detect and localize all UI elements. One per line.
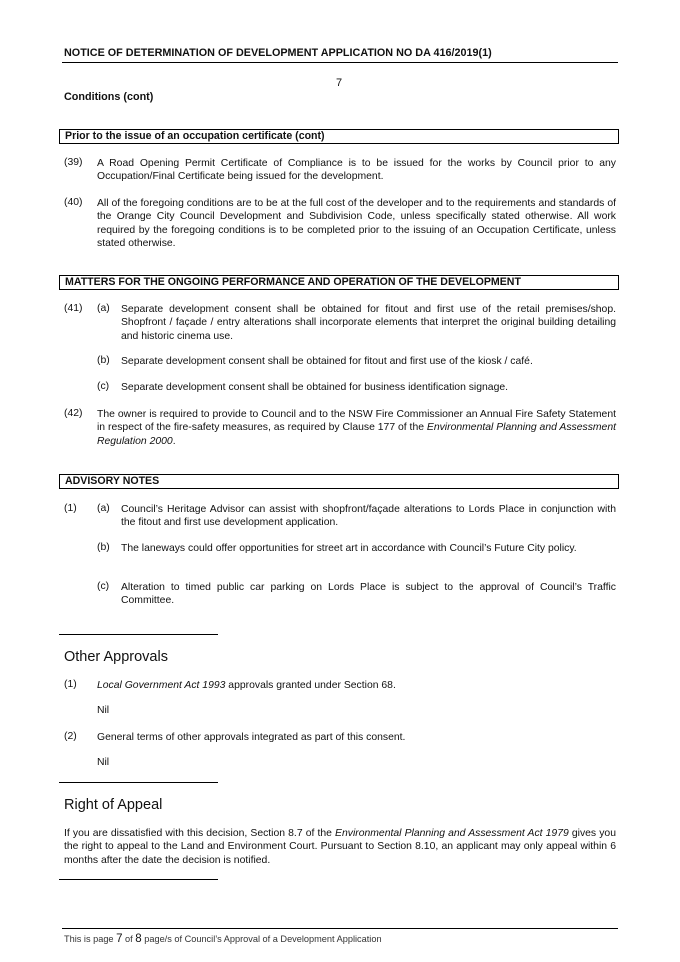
approval-text — [97, 679, 616, 692]
sub-text: The laneways could offer opportunities for street art in accordance with Council’s Future City policy. — [121, 543, 577, 554]
approval-number: (2) — [64, 731, 77, 742]
advisory-1-c — [97, 581, 616, 609]
condition-number: (42) — [64, 408, 83, 419]
approval-text: General terms of other approvals integrated as part of this consent. — [97, 732, 406, 743]
condition-41-c — [97, 381, 616, 395]
conditions-subtitle: Conditions (cont) — [64, 91, 154, 103]
condition-text: A Road Opening Permit Certificate of Compliance is to be issued for the works by Council prior to any Occupation/Final Certificate being issued for the development. — [97, 158, 616, 183]
approval-2-value: Nil — [97, 757, 110, 768]
act-title: Environmental Planning and Assessment Act 1979 — [335, 828, 569, 839]
right-of-appeal-text — [64, 827, 616, 869]
condition-text-part: The owner is required to provide to Council and to the NSW Fire Commissioner an Annual Fire Safety Statement in respect of the fire-safety measures, as required by Clause 177 of the — [97, 409, 616, 434]
condition-41-b — [97, 355, 616, 369]
page-footer — [64, 933, 382, 945]
document-title: NOTICE OF DETERMINATION OF DEVELOPMENT APPLICATION NO DA 416/2019(1) — [64, 47, 492, 59]
sub-letter: (a) — [97, 503, 110, 514]
approval-2 — [64, 731, 616, 745]
sub-text: Separate development consent shall be obtained for business identification signage. — [121, 382, 509, 393]
footer-page-total: 8 — [135, 933, 142, 945]
sub-letter: (c) — [97, 581, 110, 592]
condition-number: (39) — [64, 157, 83, 168]
sub-text: Separate development consent shall be obtained for fitout and first use of the kiosk / café. — [121, 356, 533, 367]
condition-39 — [64, 157, 616, 185]
occupation-section-heading: Prior to the issue of an occupation certificate (cont) — [59, 129, 619, 144]
section-divider — [59, 782, 218, 783]
approval-number: (1) — [64, 679, 77, 690]
condition-number: (40) — [64, 197, 83, 208]
condition-text — [97, 408, 616, 448]
condition-text: All of the foregoing conditions are to be at the full cost of the developer and to the requirements and standards of the Orange City Council Development and Subdivision Code, unless specifically stated otherwise. All work required by the foregoing conditions is to be completed prior to the issuing of an Occupation Certificate, unless stated otherwise. — [97, 198, 616, 249]
act-title: Local Government Act 1993 — [97, 680, 226, 691]
appeal-text-part: If you are dissatisfied with this decision, Section 8.7 of the — [64, 828, 336, 839]
section-divider — [59, 634, 218, 635]
condition-41-a — [97, 303, 616, 343]
sub-text: Council’s Heritage Advisor can assist with shopfront/façade alterations to Lords Place in conjunction with the fitout and first use development application. — [121, 504, 616, 529]
approval-text-part: approvals granted under Section 68. — [225, 680, 396, 691]
condition-42 — [64, 408, 616, 450]
ongoing-section-heading: MATTERS FOR THE ONGOING PERFORMANCE AND OPERATION OF THE DEVELOPMENT — [59, 275, 619, 290]
condition-40 — [64, 197, 616, 251]
advisory-section-heading: ADVISORY NOTES — [59, 474, 619, 489]
sub-text: Alteration to timed public car parking on Lords Place is subject to the approval of Council’s Traffic Committee. — [121, 582, 616, 607]
footer-text: page/s of Council’s Approval of a Development Application — [141, 934, 382, 944]
right-of-appeal-heading: Right of Appeal — [64, 797, 163, 813]
appeal-text-part: gives you the right to appeal to the Land and Environment Court. Pursuant to Section 8.10, an applicant may only appeal within 6 months after the date the decision is notified. — [64, 828, 616, 866]
sub-letter: (c) — [97, 381, 110, 392]
sub-letter: (a) — [97, 303, 110, 314]
advisory-1-a — [97, 503, 616, 531]
footer-divider — [62, 928, 618, 929]
sub-text: Separate development consent shall be obtained for fitout and first use of the retail premises/shop. Shopfront / façade / entry alterations shall incorporate elements that interpret the original building detailing and historic cinema use. — [121, 304, 616, 342]
condition-number: (41) — [64, 303, 83, 314]
section-divider — [59, 879, 218, 880]
other-approvals-heading: Other Approvals — [64, 649, 168, 665]
approval-1-value: Nil — [97, 705, 110, 716]
regulation-title: Environmental Planning and Assessment Regulation 2000 — [97, 422, 616, 447]
approval-1 — [64, 679, 616, 693]
advisory-1-b — [97, 542, 616, 570]
sub-letter: (b) — [97, 542, 110, 553]
footer-text: of — [122, 934, 136, 944]
advisory-number: (1) — [64, 503, 77, 514]
page-number: 7 — [336, 77, 343, 89]
footer-page-number: 7 — [116, 933, 123, 945]
sub-letter: (b) — [97, 355, 110, 366]
header-divider — [62, 62, 618, 63]
footer-text: This is page — [64, 934, 117, 944]
condition-text-part: . — [172, 435, 176, 447]
